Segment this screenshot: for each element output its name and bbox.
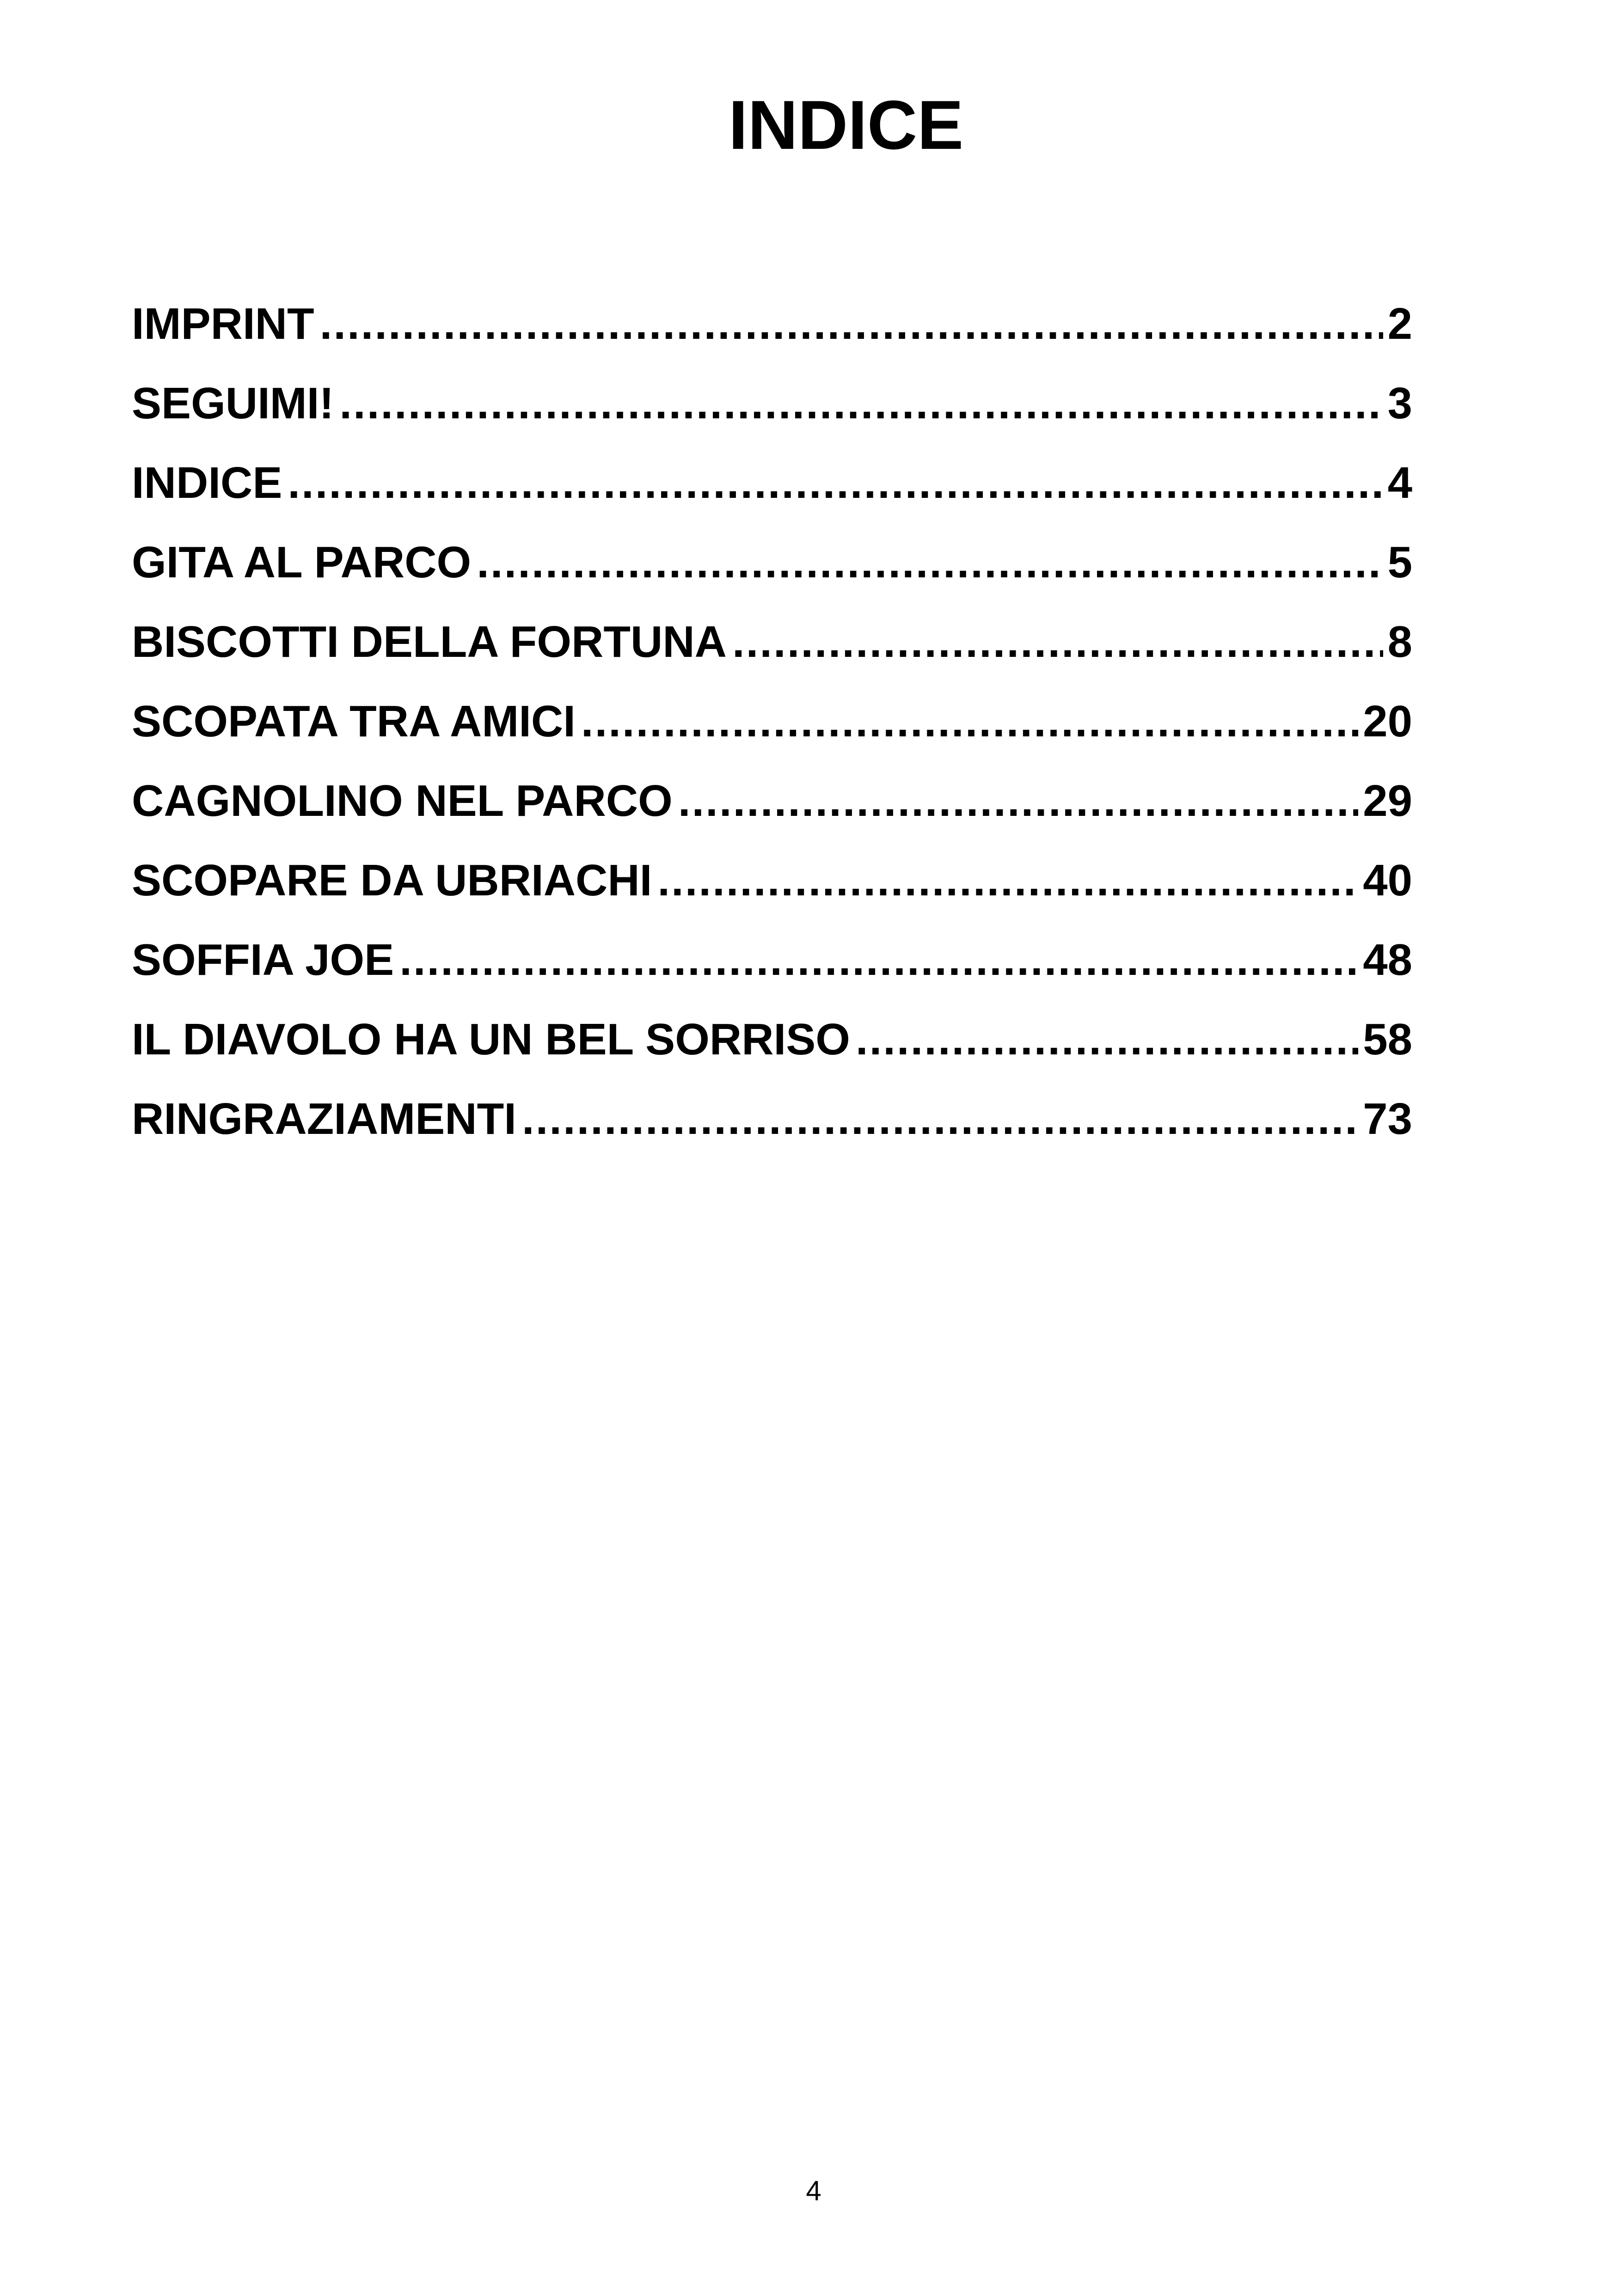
toc-entry-biscotti-della-fortuna[interactable] bbox=[132, 602, 1412, 682]
toc-dot-leader bbox=[320, 284, 1383, 364]
toc-dot-leader bbox=[339, 364, 1383, 443]
toc-entry-ringraziamenti[interactable] bbox=[132, 1079, 1412, 1159]
toc-entry-page: 8 bbox=[1387, 617, 1412, 667]
toc-dot-leader bbox=[856, 1000, 1358, 1079]
toc-entry-label: SCOPARE DA UBRIACHI bbox=[132, 856, 652, 905]
toc-entry-scopata-tra-amici[interactable] bbox=[132, 682, 1412, 761]
toc-entry-label: INDICE bbox=[132, 458, 282, 508]
toc-entry-page: 73 bbox=[1363, 1094, 1412, 1144]
toc-entry-il-diavolo-ha-un-bel-sorriso[interactable] bbox=[132, 1000, 1412, 1079]
toc-dot-leader bbox=[522, 1079, 1358, 1159]
toc-entry-label: SCOPATA TRA AMICI bbox=[132, 697, 576, 746]
page-title: INDICE bbox=[728, 86, 964, 164]
toc-dot-leader bbox=[678, 761, 1358, 841]
table-of-contents bbox=[132, 284, 1412, 1159]
toc-entry-page: 58 bbox=[1363, 1015, 1412, 1064]
toc-entry-page: 29 bbox=[1363, 776, 1412, 826]
toc-entry-seguimi[interactable] bbox=[132, 364, 1412, 443]
toc-entry-page: 20 bbox=[1363, 697, 1412, 746]
page-number: 4 bbox=[806, 2175, 821, 2206]
toc-entry-label: RINGRAZIAMENTI bbox=[132, 1094, 516, 1144]
toc-entry-gita-al-parco[interactable] bbox=[132, 523, 1412, 602]
toc-dot-leader bbox=[477, 523, 1383, 602]
toc-entry-imprint[interactable] bbox=[132, 284, 1412, 364]
toc-dot-leader bbox=[657, 841, 1358, 920]
toc-entry-cagnolino-nel-parco[interactable] bbox=[132, 761, 1412, 841]
toc-entry-page: 4 bbox=[1387, 458, 1412, 508]
toc-entry-label: CAGNOLINO NEL PARCO bbox=[132, 776, 673, 826]
toc-entry-page: 40 bbox=[1363, 856, 1412, 905]
toc-entry-page: 2 bbox=[1387, 299, 1412, 349]
toc-entry-page: 48 bbox=[1363, 935, 1412, 985]
toc-entry-label: SEGUIMI! bbox=[132, 379, 334, 428]
toc-dot-leader bbox=[288, 443, 1383, 523]
toc-entry-page: 5 bbox=[1387, 538, 1412, 587]
toc-entry-page: 3 bbox=[1387, 379, 1412, 428]
toc-entry-label: SOFFIA JOE bbox=[132, 935, 394, 985]
toc-entry-label: IMPRINT bbox=[132, 299, 314, 349]
toc-dot-leader bbox=[732, 602, 1383, 682]
toc-entry-indice[interactable] bbox=[132, 443, 1412, 523]
toc-dot-leader bbox=[581, 682, 1358, 761]
toc-entry-soffia-joe[interactable] bbox=[132, 920, 1412, 1000]
toc-entry-label: BISCOTTI DELLA FORTUNA bbox=[132, 617, 727, 667]
toc-entry-label: GITA AL PARCO bbox=[132, 538, 472, 587]
toc-entry-label: IL DIAVOLO HA UN BEL SORRISO bbox=[132, 1015, 850, 1064]
toc-dot-leader bbox=[399, 920, 1358, 1000]
toc-entry-scopare-da-ubriachi[interactable] bbox=[132, 841, 1412, 920]
